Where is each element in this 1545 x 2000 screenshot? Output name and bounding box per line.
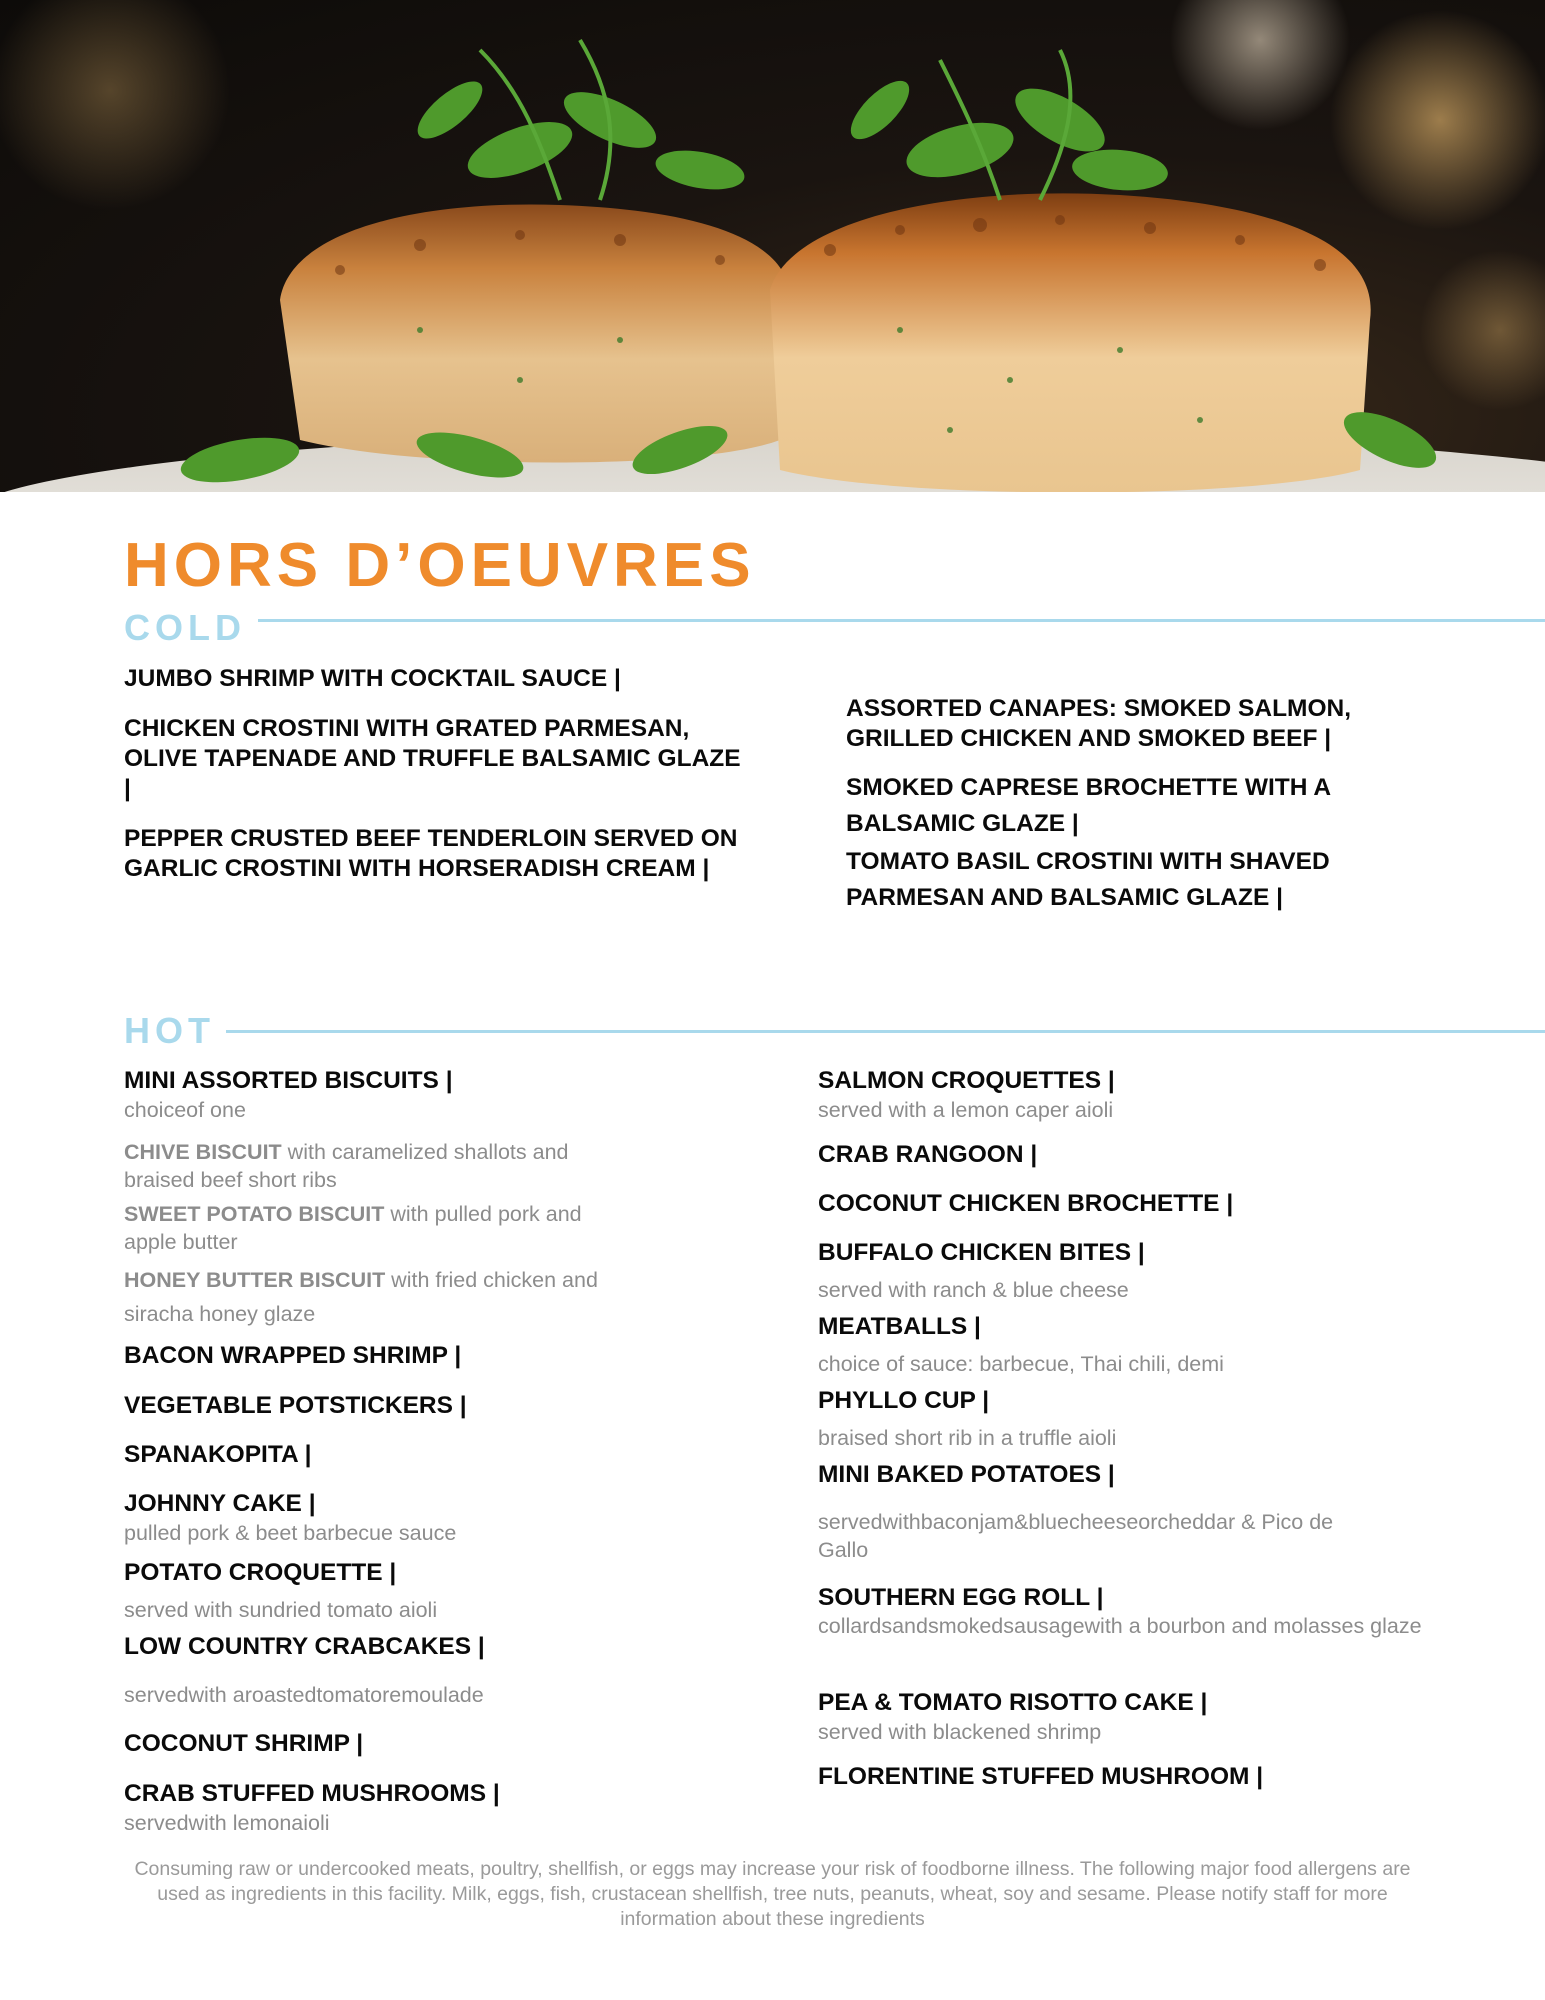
biscuit-option-honey-butter [124,1263,624,1331]
crab-cakes-photo [0,0,1545,492]
menu-item-salmon-croquettes: SALMON CROQUETTES | [818,1067,1115,1094]
menu-item-buffalo-chicken: BUFFALO CHICKEN BITES | [818,1239,1145,1266]
menu-item-coconut-chicken: COCONUT CHICKEN BROCHETTE | [818,1190,1234,1217]
cold-divider [258,619,1545,622]
menu-item-risotto-cake: PEA & TOMATO RISOTTO CAKE | [818,1689,1208,1716]
menu-item-crabcakes: LOW COUNTRY CRABCAKES | [124,1633,485,1660]
menu-item-phyllo-cup: PHYLLO CUP | [818,1387,990,1414]
menu-item-bacon-shrimp: BACON WRAPPED SHRIMP | [124,1342,462,1369]
menu-item-egg-roll-desc: collardsandsmokedsausagewith a bourbon and molasses glaze [818,1614,1422,1638]
menu-item-baked-potatoes-desc: servedwithbaconjam&bluecheeseorcheddar & Pico de Gallo [818,1510,1334,1562]
menu-item-mini-biscuits: MINI ASSORTED BISCUITS | [124,1067,453,1094]
biscuit-option-desc: with pulled pork and apple butter [124,1202,582,1254]
page-title: HORS D’OEUVRES [124,531,756,600]
menu-item-beef-tenderloin: PEPPER CRUSTED BEEF TENDERLOIN SERVED ON GARLIC CROSTINI WITH HORSERADISH CREAM | [124,825,738,882]
menu-item-buffalo-chicken-desc: served with ranch & blue cheese [818,1278,1129,1302]
menu-item-crab-mushrooms-desc: servedwith lemonaioli [124,1811,330,1835]
menu-item-salmon-croquettes-desc: served with a lemon caper aioli [818,1098,1114,1122]
menu-item-egg-roll: SOUTHERN EGG ROLL | [818,1584,1104,1611]
menu-item-crab-rangoon: CRAB RANGOON | [818,1141,1038,1168]
section-hot-label: HOT [124,1010,215,1051]
biscuit-option-name: CHIVE BISCUIT [124,1140,282,1164]
menu-item-potato-croquette: POTATO CROQUETTE | [124,1559,397,1586]
menu-item-coconut-shrimp: COCONUT SHRIMP | [124,1730,364,1757]
hero-image [0,0,1545,492]
hot-divider [226,1030,1545,1033]
menu-item-johnny-cake-desc: pulled pork & beet barbecue sauce [124,1521,457,1545]
menu-item-tomato-basil-crostini: TOMATO BASIL CROSTINI WITH SHAVED PARMESAN AND BALSAMIC GLAZE | [846,848,1330,911]
menu-item-meatballs: MEATBALLS | [818,1313,981,1340]
biscuit-option-sweet-potato [124,1200,604,1256]
menu-item-chicken-crostini: CHICKEN CROSTINI WITH GRATED PARMESAN, OLIVE TAPENADE AND TRUFFLE BALSAMIC GLAZE | [124,715,741,802]
menu-item-baked-potatoes: MINI BAKED POTATOES | [818,1461,1115,1488]
menu-item-potstickers: VEGETABLE POTSTICKERS | [124,1392,467,1419]
menu-item-potato-croquette-desc: served with sundried tomato aioli [124,1598,438,1622]
menu-item-phyllo-cup-desc: braised short rib in a truffle aioli [818,1426,1117,1450]
menu-item-crabcakes-desc: servedwith aroastedtomatoremoulade [124,1683,484,1707]
biscuit-option-desc: with caramelized shallots and braised beef short ribs [124,1140,569,1192]
biscuit-option-chive [124,1138,604,1194]
biscuit-option-name: SWEET POTATO BISCUIT [124,1202,385,1226]
menu-item-caprese-brochette: SMOKED CAPRESE BROCHETTE WITH A BALSAMIC GLAZE | [846,774,1331,837]
menu-item-spanakopita: SPANAKOPITA | [124,1441,312,1468]
menu-item-johnny-cake: JOHNNY CAKE | [124,1490,316,1517]
biscuit-option-desc: with fried chicken and siracha honey glaze [124,1268,598,1326]
menu-item-florentine-mushroom: FLORENTINE STUFFED MUSHROOM | [818,1763,1264,1790]
biscuit-option-name: HONEY BUTTER BISCUIT [124,1268,386,1292]
menu-item-meatballs-desc: choice of sauce: barbecue, Thai chili, demi [818,1352,1224,1376]
allergen-disclaimer: Consuming raw or undercooked meats, poultry, shellfish, or eggs may increase your risk of foodborne illness. The following major food allergens are used as ingredients in this facility. Milk, eggs, fish, crustacean shellfish, tree nuts, peanuts, wheat, soy and sesame. Please notify staff for more information about these ingredients [134,1858,1411,1930]
menu-item-assorted-canapes: ASSORTED CANAPES: SMOKED SALMON, GRILLED CHICKEN AND SMOKED BEEF | [846,695,1352,752]
menu-item-crab-mushrooms: CRAB STUFFED MUSHROOMS | [124,1780,500,1807]
section-cold-label: COLD [124,607,246,648]
menu-item-risotto-cake-desc: served with blackened shrimp [818,1720,1102,1744]
menu-item-jumbo-shrimp: JUMBO SHRIMP WITH COCKTAIL SAUCE | [124,665,621,692]
menu-item-mini-biscuits-note: choiceof one [124,1098,246,1122]
